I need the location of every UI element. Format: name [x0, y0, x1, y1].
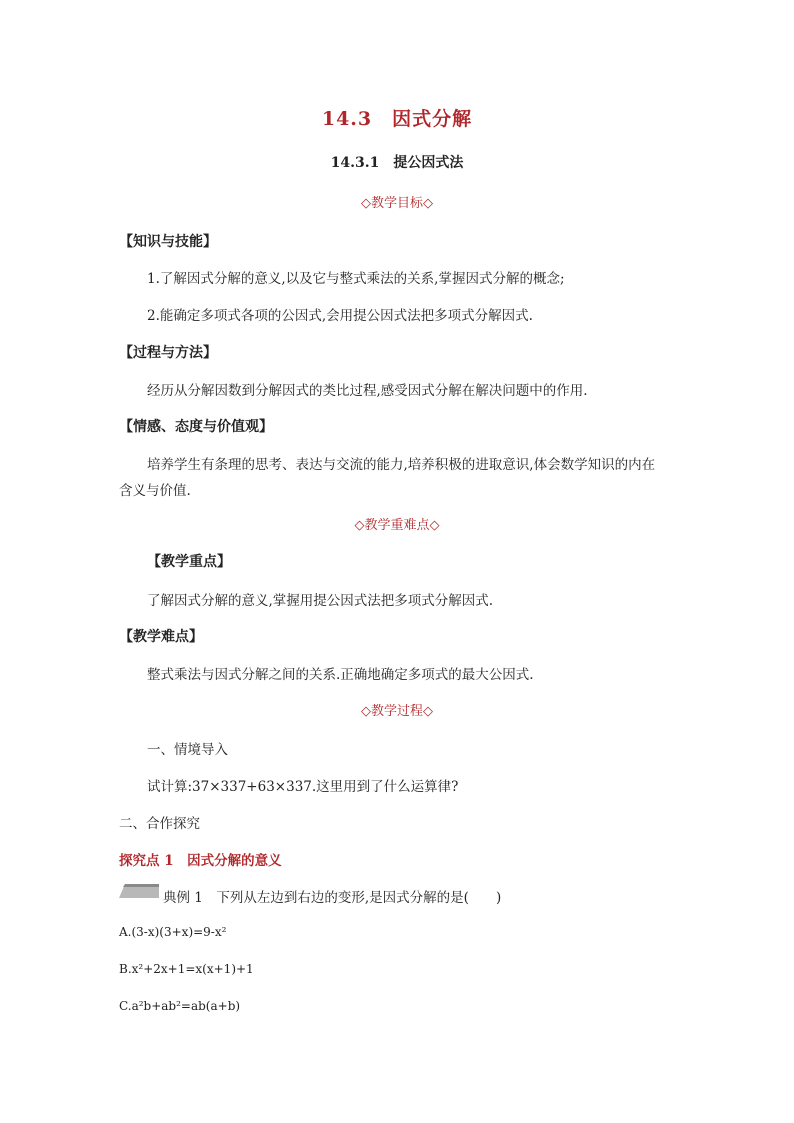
teaching-focus-heading: 【教学重点】 [147, 554, 231, 570]
emotion-line-1: 培养学生有条理的思考、表达与交流的能力,培养积极的进取意识,体会数学知识的内在 [147, 457, 656, 473]
process-method-text: 经历从分解因数到分解因式的类比过程,感受因式分解在解决问题中的作用. [147, 383, 588, 399]
knowledge-item-2: 2.能确定多项式各项的公因式,会用提公因式法把多项式分解因式. [147, 308, 533, 324]
page-title: 14.3 因式分解 [321, 108, 473, 130]
option-a: A.(3-x)(3+x)=9-x² [119, 925, 227, 939]
teaching-focus-text: 了解因式分解的意义,掌握用提公因式法把多项式分解因式. [147, 593, 494, 609]
section-keypoints: ◇教学重难点◇ [354, 518, 440, 533]
emotion-line-2: 含义与价值. [119, 483, 191, 499]
intro-heading: 一、情境导入 [147, 742, 228, 758]
page-subtitle: 14.3.1 提公因式法 [330, 155, 464, 171]
section-process: ◇教学过程◇ [361, 704, 433, 719]
cooperation-heading: 二、合作探究 [119, 816, 200, 832]
explore-point-1: 探究点 1 因式分解的意义 [119, 853, 282, 869]
knowledge-heading: 【知识与技能】 [119, 234, 217, 250]
knowledge-item-1: 1.了解因式分解的意义,以及它与整式乘法的关系,掌握因式分解的概念; [147, 271, 565, 287]
process-method-heading: 【过程与方法】 [119, 345, 217, 361]
example-marker-icon [119, 884, 159, 898]
emotion-heading: 【情感、态度与价值观】 [119, 419, 273, 435]
teaching-difficulty-heading: 【教学难点】 [119, 629, 203, 645]
option-b: B.x²+2x+1=x(x+1)+1 [119, 962, 254, 976]
example-1-question: 典例 1 下列从左边到右边的变形,是因式分解的是( ) [163, 890, 502, 906]
section-goals: ◇教学目标◇ [361, 196, 433, 211]
option-c: C.a²b+ab²=ab(a+b) [119, 999, 241, 1013]
intro-text: 试计算:37×337+63×337.这里用到了什么运算律? [147, 779, 459, 795]
teaching-difficulty-text: 整式乘法与因式分解之间的关系.正确地确定多项式的最大公因式. [147, 667, 534, 683]
